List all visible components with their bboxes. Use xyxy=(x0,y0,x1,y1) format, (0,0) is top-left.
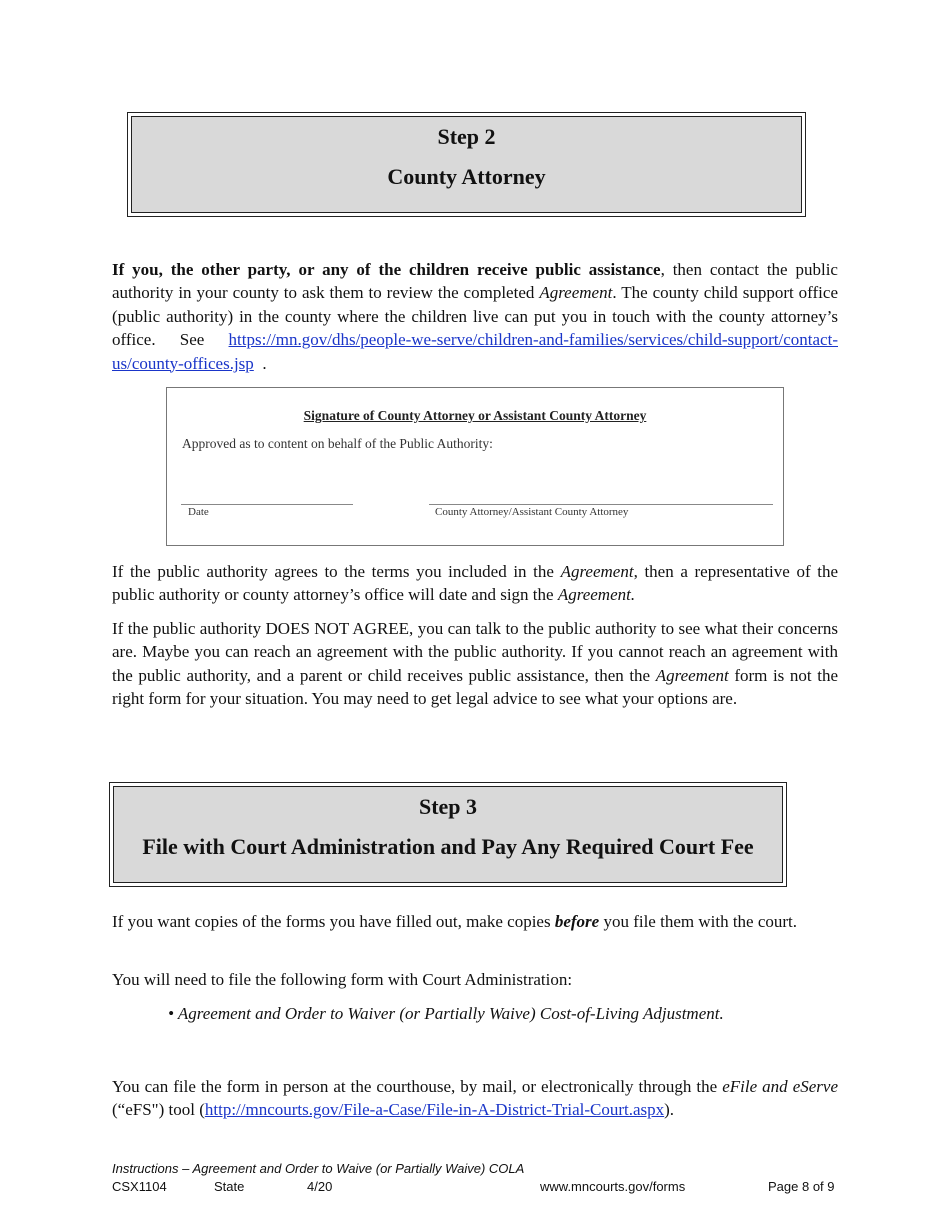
text-span: , then a representative of the public authority or county attorney’s office will date and sign the xyxy=(112,562,838,605)
efile-eserve-italic: eFile and eServe xyxy=(722,1077,839,1096)
step-3-number: Step 3 xyxy=(418,794,478,819)
text-span: If the public authority agrees to the terms you included in the xyxy=(112,562,561,581)
text-span: form is not the right form for your situation. You may need to get legal advice to see what your options are. xyxy=(112,665,838,709)
footer-state: State xyxy=(214,1179,245,1194)
agreement-italic: Agreement xyxy=(560,562,634,581)
footer-title: Instructions – Agreement and Order to Waive (or Partially Waive) COLA xyxy=(112,1161,525,1176)
filing-methods-paragraph xyxy=(112,1075,838,1122)
before-emphasis: before xyxy=(554,912,600,931)
county-attorney-signature-box xyxy=(166,387,784,546)
agreement-italic: Agreement xyxy=(655,665,729,685)
footer-page-number: Page 8 of 9 xyxy=(768,1179,835,1194)
file-form-paragraph: You will need to file the following form with Court Administration: xyxy=(112,970,573,989)
text-span: you file them with the court. xyxy=(599,912,798,931)
form-list-item: • Agreement and Order to Waiver (or Partially Waive) Cost-of-Living Adjustment. xyxy=(168,1004,724,1023)
text-span: If you want copies of the forms you have filled out, make copies xyxy=(112,912,555,931)
footer-date: 4/20 xyxy=(307,1179,333,1194)
step-2-number: Step 2 xyxy=(437,124,496,149)
agreement-italic: Agreement. xyxy=(557,585,636,605)
county-offices-link[interactable]: https://mn.gov/dhs/people-we-serve/children-and-families/services/child-support/contact-us/county-offices.jsp xyxy=(112,330,838,373)
text-span: ). xyxy=(664,1100,675,1120)
step-2-header xyxy=(131,116,802,213)
public-assistance-bold: If you, the other party, or any of the children receive public assistance xyxy=(112,260,661,279)
text-span: . xyxy=(253,353,267,373)
does-not-agree-paragraph xyxy=(112,617,838,711)
agreement-italic: Agreement xyxy=(539,283,613,303)
step-3-header xyxy=(113,786,783,883)
attorney-signature-line[interactable] xyxy=(429,504,773,505)
agrees-paragraph xyxy=(112,560,838,607)
copies-paragraph xyxy=(112,910,838,933)
text-span: , then contact the public authority in your county to ask them to review the completed xyxy=(112,260,838,303)
footer-form-id: CSX1104 xyxy=(112,1179,167,1194)
step-3-title: File with Court Administration and Pay Any Required Court Fee xyxy=(142,834,754,859)
date-label: Date xyxy=(188,506,209,518)
text-span: If the public authority DOES NOT AGREE, you can talk to the public authority to see what their concerns are. Maybe you can reach an agreement with the public authority. If you cannot reach an agreement with the public authority, and a parent or child receives public assistance, then the xyxy=(112,619,838,685)
public-assistance-paragraph xyxy=(112,258,838,375)
date-signature-line[interactable] xyxy=(181,504,353,505)
text-span: You can file the form in person at the courthouse, by mail, or electronically through the xyxy=(112,1077,723,1096)
step-2-title: County Attorney xyxy=(387,164,546,189)
text-span: . The county child support office (public authority) in the county where the children live can put you in touch with the county attorney’s office. See xyxy=(112,283,838,350)
text-span: (“eFS") tool ( xyxy=(112,1100,205,1120)
approved-statement: Approved as to content on behalf of the Public Authority: xyxy=(182,436,493,451)
signature-box-title: Signature of County Attorney or Assistant County Attorney xyxy=(303,408,647,423)
district-court-link[interactable]: http://mncourts.gov/File-a-Case/File-in-A-District-Trial-Court.aspx xyxy=(204,1100,665,1120)
attorney-label: County Attorney/Assistant County Attorney xyxy=(435,506,629,518)
footer-website: www.mncourts.gov/forms xyxy=(540,1179,686,1194)
